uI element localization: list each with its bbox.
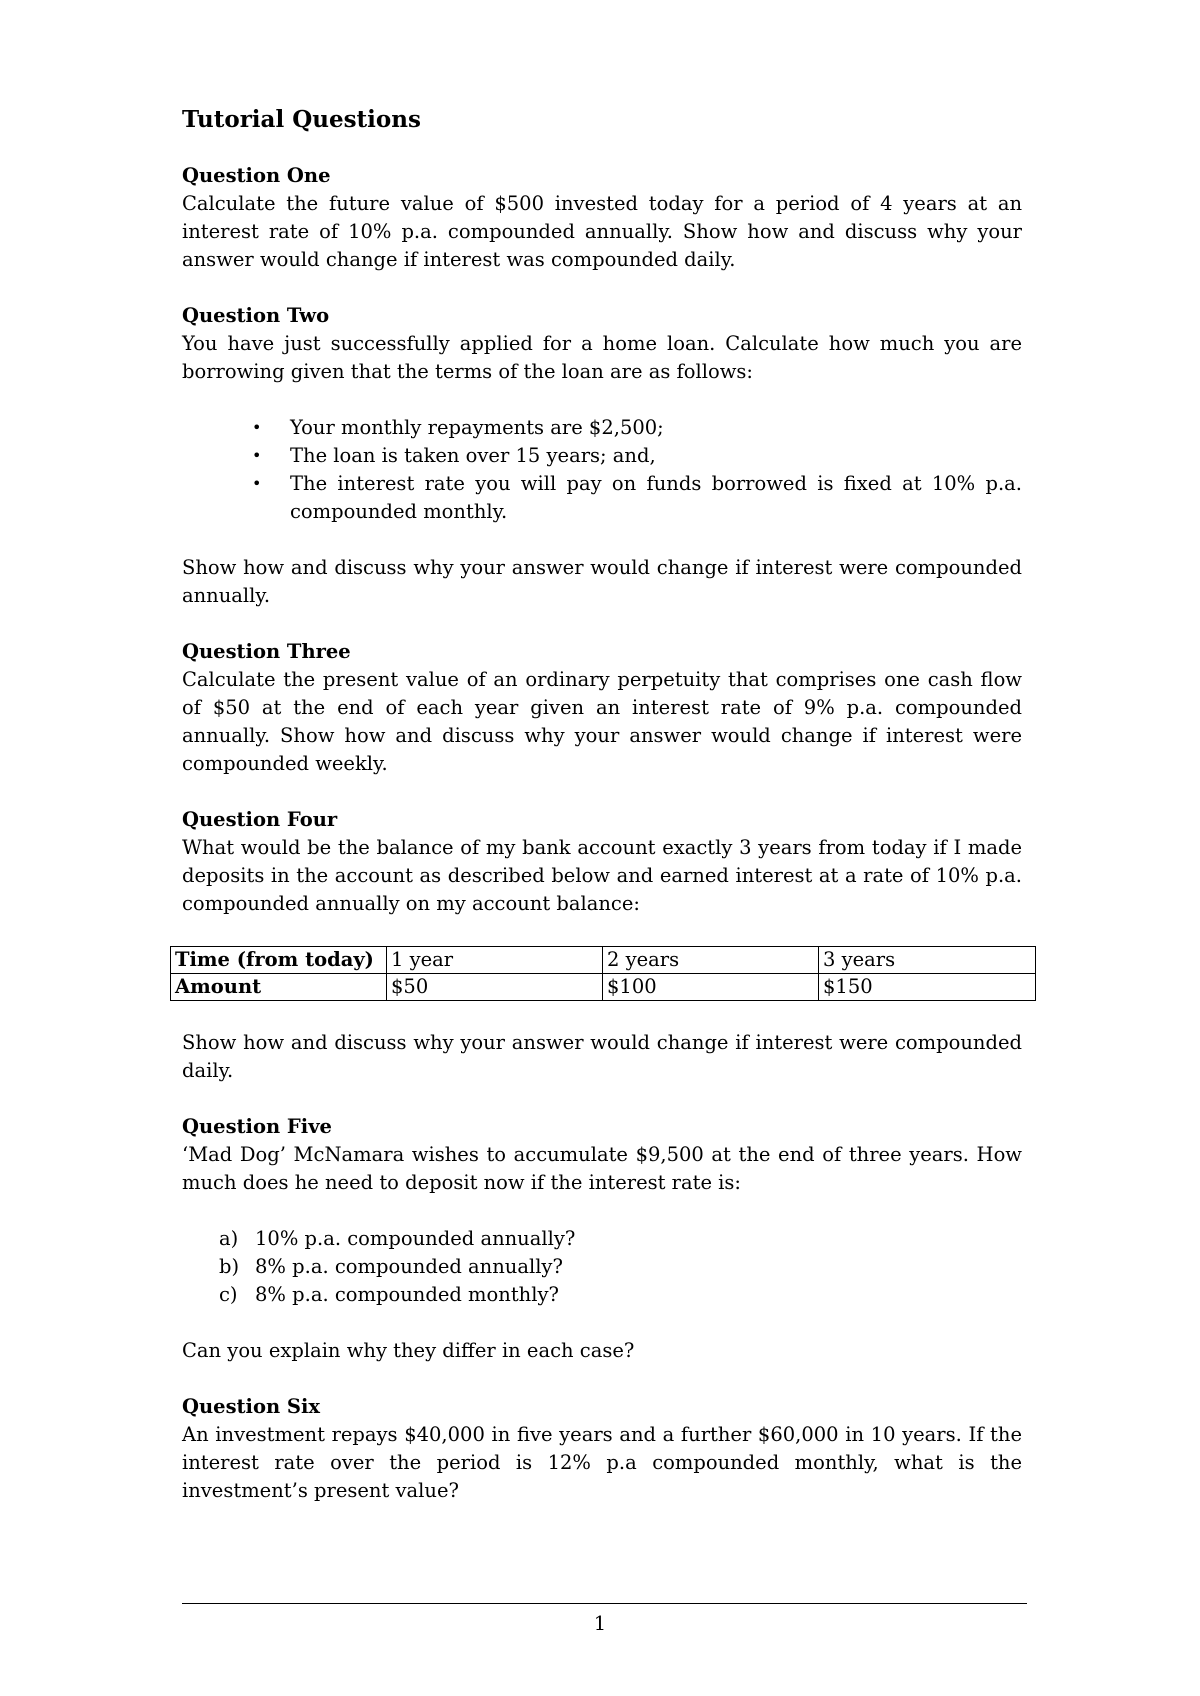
question-text: Calculate the present value of an ordinary perpetuity that comprises one cash flow of $50 at the end of each year given an interest rate of 9% p.a. compounded annually. Show how and discuss why your answer would change if interest were compounded weekly. [182, 668, 1022, 775]
table-row-header: Time (from today) [171, 947, 387, 974]
table-cell: $100 [603, 974, 819, 1001]
list-item-label: c) [219, 1283, 238, 1306]
question-outro: Can you explain why they differ in each case? [182, 1339, 635, 1362]
list-item [219, 1253, 1022, 1281]
page-title: Tutorial Questions [182, 106, 421, 133]
question-six [182, 1393, 1022, 1505]
question-five [182, 1113, 1022, 1365]
question-one [182, 162, 1022, 274]
table-row-header: Amount [171, 974, 387, 1001]
list-item-text: 8% p.a. compounded annually? [255, 1255, 563, 1278]
question-three [182, 638, 1022, 778]
question-outro: Show how and discuss why your answer would change if interest were compounded daily. [182, 1031, 1022, 1082]
interest-options-list [182, 1225, 1022, 1309]
list-item [219, 1281, 1022, 1309]
footer-divider [182, 1603, 1027, 1604]
bullet-icon: • [252, 418, 262, 437]
table-row [171, 947, 1036, 974]
page-number: 1 [593, 1612, 607, 1635]
table-cell: $50 [387, 974, 603, 1001]
question-two [182, 302, 1022, 610]
loan-terms-list [182, 414, 1022, 526]
question-intro: You have just successfully applied for a home loan. Calculate how much you are borrowing given that the terms of the loan are as follows: [182, 332, 1022, 383]
question-heading: Question Three [182, 640, 351, 663]
list-item-label: b) [219, 1255, 240, 1278]
question-text: An investment repays $40,000 in five years and a further $60,000 in 10 years. If the interest rate over the period is 12% p.a compounded monthly, what is the investment’s present value? [182, 1423, 1022, 1502]
list-item-text: 10% p.a. compounded annually? [255, 1227, 576, 1250]
table-cell: 2 years [603, 947, 819, 974]
bullet-icon: • [252, 474, 262, 493]
list-item-text: The interest rate you will pay on funds borrowed is fixed at 10% p.a. compounded monthly. [290, 472, 1022, 523]
table-cell: 3 years [819, 947, 1036, 974]
question-heading: Question Six [182, 1395, 321, 1418]
list-item [219, 1225, 1022, 1253]
list-item-text: The loan is taken over 15 years; and, [290, 444, 656, 467]
page-content [175, 104, 1022, 1533]
table-cell: 1 year [387, 947, 603, 974]
question-text: Calculate the future value of $500 invested today for a period of 4 years at an interest rate of 10% p.a. compounded annually. Show how and discuss why your answer would change if interest was compounded daily. [182, 192, 1022, 271]
list-item [252, 442, 1022, 470]
question-heading: Question Four [182, 808, 338, 831]
list-item-text: 8% p.a. compounded monthly? [255, 1283, 559, 1306]
list-item-label: a) [219, 1227, 239, 1250]
question-heading: Question Five [182, 1115, 332, 1138]
bullet-icon: • [252, 446, 262, 465]
list-item [252, 414, 1022, 442]
table-cell: $150 [819, 974, 1036, 1001]
question-heading: Question One [182, 164, 331, 187]
list-item [252, 470, 1022, 526]
deposits-table [170, 946, 1036, 1001]
list-item-text: Your monthly repayments are $2,500; [290, 416, 664, 439]
question-heading: Question Two [182, 304, 330, 327]
question-intro: ‘Mad Dog’ McNamara wishes to accumulate $9,500 at the end of three years. How much does he need to deposit now if the interest rate is: [182, 1143, 1022, 1194]
question-outro: Show how and discuss why your answer would change if interest were compounded annually. [182, 556, 1022, 607]
table-row [171, 974, 1036, 1001]
question-intro: What would be the balance of my bank account exactly 3 years from today if I made deposits in the account as described below and earned interest at a rate of 10% p.a. compounded annually on my account balance: [182, 836, 1022, 915]
question-four [175, 806, 1022, 1085]
